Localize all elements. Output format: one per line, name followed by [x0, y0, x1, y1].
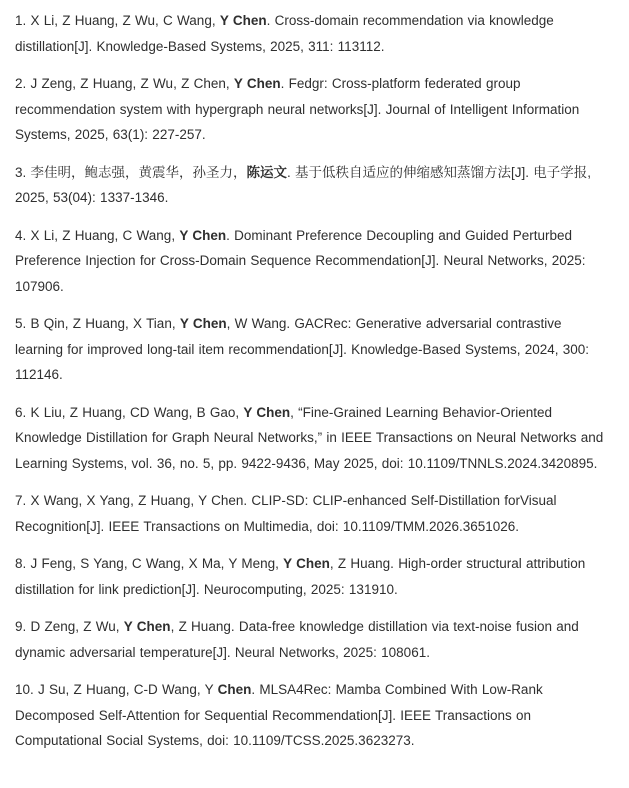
reference-text: , “Fine-Grained Learning Behavior-Oriented Knowledge Distillation for Graph Neural Networks,” in IEEE Transactions on Neural Networks and Learning Systems, vol. 36, no. 5, pp. 9422-9436, May 2025, doi: 10.1109/TNNLS.2024.3420895.	[15, 404, 604, 471]
highlighted-author: Y Chen	[219, 13, 267, 28]
reference-text: . Fedgr: Cross-platform federated group recommendation system with hypergraph neural networks[J]. Journal of Intelligent Information Systems, 2025, 63(1): 227-257.	[15, 76, 580, 142]
references-list	[15, 8, 612, 754]
highlighted-author: Chen	[217, 682, 252, 697]
reference-item-10	[15, 677, 612, 754]
highlighted-author: Y Chen	[243, 404, 291, 420]
reference-text: . 基于低秩自适应的伸缩感知蒸馏方法[J]. 电子学报, 2025, 53(04): 1337-1346.	[15, 164, 592, 205]
reference-item-8	[15, 551, 612, 602]
highlighted-author: Y Chen	[179, 316, 227, 331]
reference-text: 9. D Zeng, Z Wu,	[15, 619, 124, 634]
reference-text: . MLSA4Rec: Mamba Combined With Low-Rank Decomposed Self-Attention for Sequential Recommendation[J]. IEEE Transactions on Computational Social Systems, doi: 10.1109/TCSS.2025.3623273.	[15, 682, 543, 748]
reference-text: 5. B Qin, Z Huang, X Tian,	[15, 316, 180, 331]
highlighted-author: Y Chen	[283, 556, 330, 571]
reference-item-1	[15, 8, 612, 59]
highlighted-author: Y Chen	[123, 619, 171, 634]
reference-text: . Cross-domain recommendation via knowledge distillation[J]. Knowledge-Based Systems, 2025, 311: 113112.	[15, 13, 554, 54]
reference-item-2	[15, 71, 612, 148]
reference-item-3	[15, 160, 612, 211]
reference-text: 2. J Zeng, Z Huang, Z Wu, Z Chen,	[15, 76, 234, 91]
reference-text: , W Wang. GACRec: Generative adversarial contrastive learning for improved long-tail item recommendation[J]. Knowledge-Based Systems, 2024, 300: 112146.	[15, 316, 590, 382]
reference-text: . Dominant Preference Decoupling and Guided Perturbed Preference Injection for Cross-Domain Sequence Recommendation[J]. Neural Networks, 2025: 107906.	[15, 227, 586, 294]
highlighted-author: Y Chen	[233, 76, 281, 91]
reference-item-5	[15, 311, 612, 388]
reference-text: 7. X Wang, X Yang, Z Huang, Y Chen. CLIP-SD: CLIP-enhanced Self-Distillation forVisual Recognition[J]. IEEE Transactions on Multimedia, doi: 10.1109/TMM.2026.3651026.	[15, 493, 557, 534]
reference-text: , Z Huang. Data-free knowledge distillation via text-noise fusion and dynamic adversarial temperature[J]. Neural Networks, 2025: 108061.	[15, 619, 579, 660]
reference-item-6	[15, 400, 612, 477]
highlighted-author: Y Chen	[179, 227, 227, 243]
reference-item-9	[15, 614, 612, 665]
reference-text: 10. J Su, Z Huang, C-D Wang, Y	[15, 682, 218, 697]
reference-item-4	[15, 223, 612, 300]
reference-text: 1. X Li, Z Huang, Z Wu, C Wang,	[15, 13, 220, 28]
reference-item-7	[15, 488, 612, 539]
reference-text: , Z Huang. High-order structural attribution distillation for link prediction[J]. Neurocomputing, 2025: 131910.	[15, 556, 586, 597]
highlighted-author: 陈运文	[246, 164, 288, 180]
reference-text: 8. J Feng, S Yang, C Wang, X Ma, Y Meng,	[15, 556, 284, 571]
reference-text: 6. K Liu, Z Huang, CD Wang, B Gao,	[15, 404, 244, 420]
reference-text: 3. 李佳明，鲍志强，黄震华，孙圣力，	[15, 164, 247, 180]
reference-text: 4. X Li, Z Huang, C Wang,	[15, 227, 180, 243]
